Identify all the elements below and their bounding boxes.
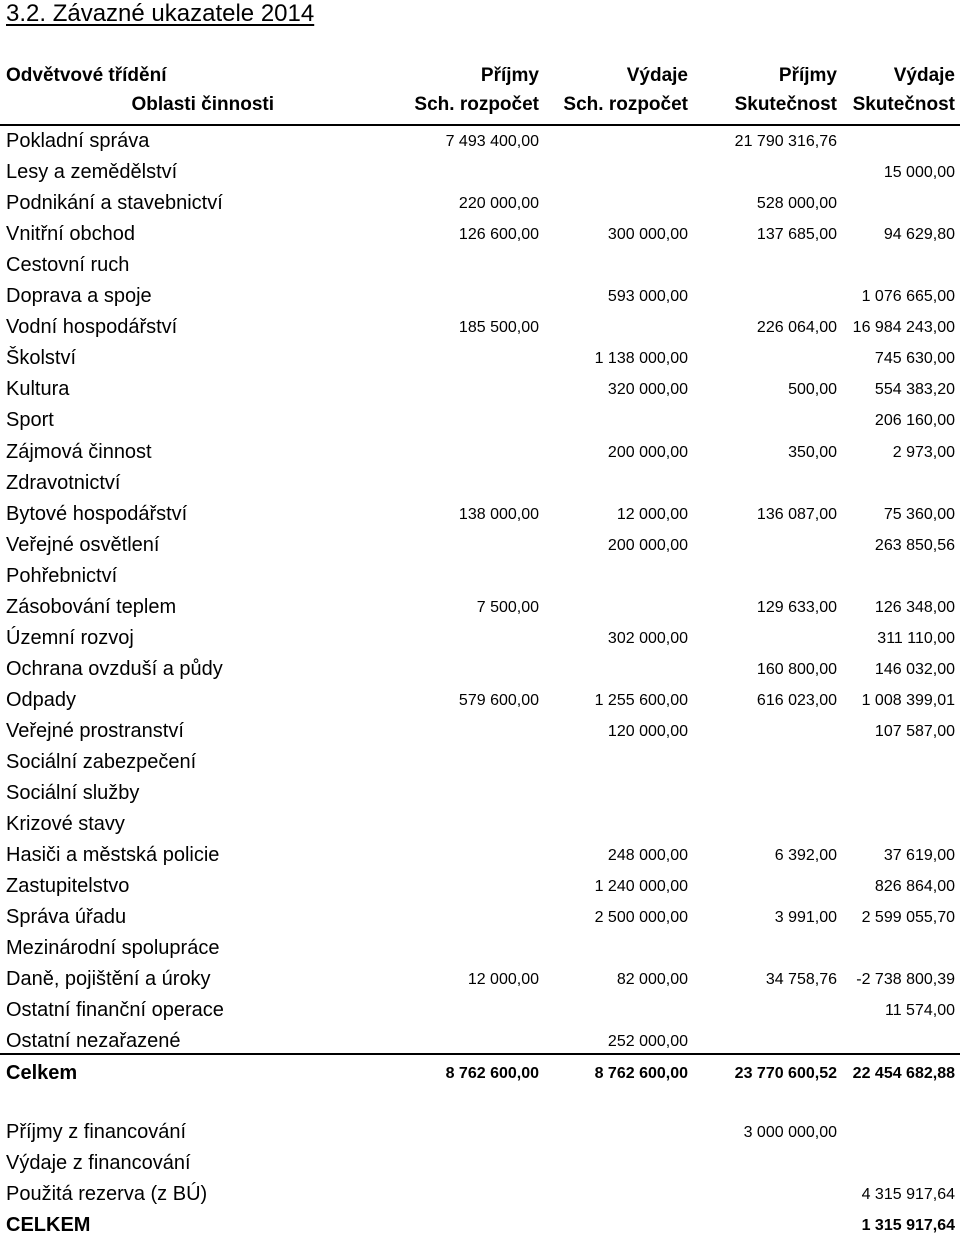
page-title: 3.2. Závazné ukazatele 2014 [6, 0, 315, 27]
header-income-actual: Příjmy [778, 65, 837, 86]
row-label: Mezinárodní spolupráce [6, 937, 220, 959]
row-value: 2 599 055,70 [861, 909, 955, 926]
row-value: 1 240 000,00 [594, 878, 688, 895]
row-value: 350,00 [788, 444, 837, 461]
table-row [0, 685, 960, 716]
row-value: 593 000,00 [607, 288, 688, 305]
row-label: Cestovní ruch [6, 254, 130, 276]
table-header-row-1 [0, 61, 960, 91]
row-label: Kultura [6, 378, 70, 400]
table-row [0, 1026, 960, 1057]
table-row [0, 747, 960, 778]
row-value: 1 008 399,01 [861, 692, 955, 709]
row-value: 3 000 000,00 [743, 1124, 837, 1141]
row-value: 34 758,76 [765, 971, 837, 988]
row-label: Podnikání a stavebnictví [6, 192, 223, 214]
row-value: 226 064,00 [756, 319, 837, 336]
row-label: Ostatní nezařazené [6, 1030, 181, 1052]
row-value: 11 574,00 [885, 1002, 955, 1019]
row-value: 4 315 917,64 [861, 1186, 955, 1203]
header-expense-actual-sub: Skutečnost [852, 94, 955, 115]
row-value: 22 454 682,88 [852, 1065, 955, 1082]
table-row [0, 405, 960, 436]
row-value: 12 000,00 [616, 506, 688, 523]
row-value: 554 383,20 [874, 381, 955, 398]
row-value: 138 000,00 [458, 506, 539, 523]
table-row [0, 281, 960, 312]
table-row [0, 623, 960, 654]
header-income-budget-sub: Sch. rozpočet [414, 94, 539, 115]
table-header-row-2 [0, 90, 960, 120]
table-row [0, 592, 960, 623]
table-row [0, 995, 960, 1026]
row-value: 528 000,00 [756, 195, 837, 212]
table-row [0, 468, 960, 499]
table-row [0, 840, 960, 871]
row-value: 146 032,00 [874, 661, 955, 678]
row-value: 107 587,00 [874, 723, 955, 740]
row-label: Ochrana ovzduší a půdy [6, 658, 223, 680]
row-label: Územní rozvoj [6, 627, 134, 649]
row-value: 1 315 917,64 [861, 1217, 955, 1234]
row-value: 579 600,00 [458, 692, 539, 709]
row-value: 2 500 000,00 [594, 909, 688, 926]
row-label: Ostatní finanční operace [6, 999, 224, 1021]
financing-row [0, 1148, 960, 1179]
row-value: 1 138 000,00 [594, 350, 688, 367]
row-value: 6 392,00 [774, 847, 837, 864]
row-label: Krizové stavy [6, 813, 125, 835]
row-value: 745 630,00 [874, 350, 955, 367]
financing-row [0, 1117, 960, 1148]
row-value: 185 500,00 [458, 319, 539, 336]
table-row [0, 809, 960, 840]
row-value: 15 000,00 [883, 164, 955, 181]
row-label: Použitá rezerva (z BÚ) [6, 1183, 208, 1205]
header-expense-budget-sub: Sch. rozpočet [563, 94, 688, 115]
row-value: 16 984 243,00 [852, 319, 955, 336]
row-value: 8 762 600,00 [594, 1065, 688, 1082]
row-value: 129 633,00 [756, 599, 837, 616]
row-label: Sociální zabezpečení [6, 751, 197, 773]
row-value: 3 991,00 [774, 909, 837, 926]
financing-row [0, 1179, 960, 1210]
row-value: 500,00 [788, 381, 837, 398]
table-row [0, 374, 960, 405]
row-value: 7 493 400,00 [445, 133, 539, 150]
row-value: 826 864,00 [874, 878, 955, 895]
table-row [0, 126, 960, 157]
header-expense-budget: Výdaje [626, 65, 688, 86]
table-row [0, 312, 960, 343]
row-label: Příjmy z financování [6, 1121, 187, 1143]
row-value: 126 600,00 [458, 226, 539, 243]
row-value: 248 000,00 [607, 847, 688, 864]
row-label: Hasiči a městská policie [6, 844, 220, 866]
row-value: 82 000,00 [616, 971, 688, 988]
row-value: 2 973,00 [892, 444, 955, 461]
row-value: 252 000,00 [607, 1033, 688, 1050]
grand-total-row [0, 1210, 960, 1241]
row-label: Veřejné osvětlení [6, 534, 160, 556]
row-label: Zdravotnictví [6, 472, 121, 494]
row-value: 126 348,00 [874, 599, 955, 616]
row-value: 263 850,56 [874, 537, 955, 554]
row-value: 7 500,00 [476, 599, 539, 616]
row-value: 8 762 600,00 [445, 1065, 539, 1082]
row-label: Výdaje z financování [6, 1152, 191, 1174]
row-value: 120 000,00 [607, 723, 688, 740]
row-label: Vodní hospodářství [6, 316, 178, 338]
row-value: 1 255 600,00 [594, 692, 688, 709]
row-value: 320 000,00 [607, 381, 688, 398]
row-label: Sport [6, 409, 54, 431]
row-value: 616 023,00 [756, 692, 837, 709]
row-value: 300 000,00 [607, 226, 688, 243]
total-row [0, 1058, 960, 1089]
table-row [0, 716, 960, 747]
row-label: CELKEM [6, 1214, 91, 1236]
table-row [0, 157, 960, 188]
row-value: 136 087,00 [756, 506, 837, 523]
table-row [0, 933, 960, 964]
row-label: Celkem [6, 1062, 78, 1084]
row-value: 21 790 316,76 [734, 133, 837, 150]
row-value: 137 685,00 [756, 226, 837, 243]
row-label: Veřejné prostranství [6, 720, 184, 742]
row-label: Školství [6, 347, 77, 369]
row-label: Daně, pojištění a úroky [6, 968, 211, 990]
header-classification: Odvětvové třídění [6, 65, 167, 86]
header-income-budget: Příjmy [480, 65, 539, 86]
row-value: 12 000,00 [467, 971, 539, 988]
row-value: 206 160,00 [874, 412, 955, 429]
table-row [0, 964, 960, 995]
row-value: 302 000,00 [607, 630, 688, 647]
table-row [0, 902, 960, 933]
row-label: Bytové hospodářství [6, 503, 188, 525]
row-value: 37 619,00 [883, 847, 955, 864]
row-value: -2 738 800,39 [856, 971, 955, 988]
row-value: 200 000,00 [607, 537, 688, 554]
row-value: 23 770 600,52 [734, 1065, 837, 1082]
table-row [0, 437, 960, 468]
row-label: Doprava a spoje [6, 285, 152, 307]
row-label: Zájmová činnost [6, 441, 152, 463]
row-value: 200 000,00 [607, 444, 688, 461]
row-value: 1 076 665,00 [861, 288, 955, 305]
table-row [0, 530, 960, 561]
row-value: 220 000,00 [458, 195, 539, 212]
table-row [0, 499, 960, 530]
table-row [0, 561, 960, 592]
table-row [0, 188, 960, 219]
header-areas: Oblasti činnosti [131, 94, 274, 115]
header-expense-actual: Výdaje [893, 65, 955, 86]
row-label: Sociální služby [6, 782, 140, 804]
row-label: Správa úřadu [6, 906, 127, 928]
row-label: Pohřebnictví [6, 565, 118, 587]
row-label: Lesy a zemědělství [6, 161, 178, 183]
row-label: Odpady [6, 689, 77, 711]
row-value: 311 110,00 [877, 630, 955, 647]
row-value: 94 629,80 [883, 226, 955, 243]
row-value: 75 360,00 [883, 506, 955, 523]
row-label: Vnitřní obchod [6, 223, 135, 245]
row-value: 160 800,00 [756, 661, 837, 678]
row-label: Zásobování teplem [6, 596, 177, 618]
table-row [0, 250, 960, 281]
table-row [0, 219, 960, 250]
row-label: Pokladní správa [6, 130, 150, 152]
row-label: Zastupitelstvo [6, 875, 130, 897]
table-row [0, 778, 960, 809]
table-row [0, 871, 960, 902]
table-row [0, 343, 960, 374]
table-row [0, 654, 960, 685]
header-income-actual-sub: Skutečnost [734, 94, 837, 115]
